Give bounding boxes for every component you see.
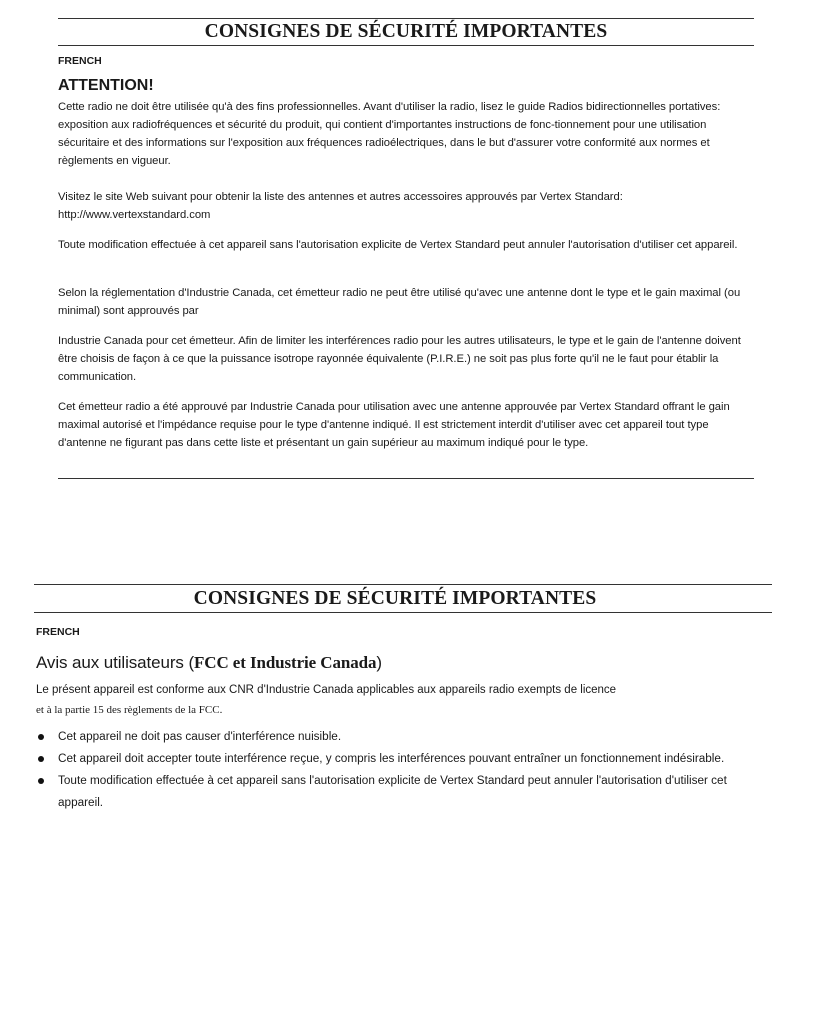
top-rule bbox=[58, 18, 754, 19]
notice-title bbox=[36, 653, 382, 673]
page-heading: CONSIGNES DE SÉCURITÉ IMPORTANTES bbox=[193, 588, 597, 609]
paragraph-usage: Cette radio ne doit être utilisée qu'à des fins professionnelles. Avant d'utiliser la radio, lisez le guide Radios bidirectionnelles portatives: exposition aux radiofréquences et sécurité du produit, qui contient d'importantes instructions de fonc-tionnement pour une utilisation sécuritaire et des informations sur l'exposition aux fréquences radioélectriques, dans le but d'assurer votre conformité aux normes et règlements en vigueur. bbox=[58, 101, 721, 167]
list-item bbox=[36, 770, 756, 814]
top-rule bbox=[34, 584, 772, 585]
compliance-intro bbox=[36, 680, 756, 720]
document-page-1 bbox=[0, 0, 814, 482]
list-item bbox=[36, 748, 756, 770]
bullet-dot-icon bbox=[38, 756, 44, 762]
list-item-text: Toute modification effectuée à cet appareil sans l'autorisation explicite de Vertex Standard peut annuler l'autorisation d'utiliser cet appareil. bbox=[58, 774, 727, 809]
attention-title: ATTENTION! bbox=[58, 77, 154, 94]
intro-line-2: et à la partie 15 des règlements de la FCC. bbox=[36, 704, 223, 716]
paragraph-modification: Toute modification effectuée à cet appareil sans l'autorisation explicite de Vertex Standard peut annuler l'autorisation d'utiliser cet appareil. bbox=[58, 239, 738, 251]
language-label: FRENCH bbox=[58, 55, 102, 67]
document-page-2 bbox=[0, 574, 814, 874]
list-item-text: Cet appareil ne doit pas causer d'interférence nuisible. bbox=[58, 730, 342, 743]
bullet-dot-icon bbox=[38, 734, 44, 740]
notice-title-suffix: ) bbox=[376, 653, 382, 672]
bottom-rule bbox=[58, 478, 754, 479]
compliance-bullet-list bbox=[36, 726, 756, 814]
language-label: FRENCH bbox=[36, 626, 80, 638]
intro-line-1: Le présent appareil est conforme aux CNR d'Industrie Canada applicables aux appareils radio exempts de licence bbox=[36, 684, 617, 696]
heading-rule bbox=[58, 45, 754, 46]
list-item bbox=[36, 726, 756, 748]
list-item-text: Cet appareil doit accepter toute interférence reçue, y compris les interférences pouvant entraîner un fonctionnement indésirable. bbox=[58, 752, 725, 765]
bullet-dot-icon bbox=[38, 778, 44, 784]
notice-title-bodies: FCC et Industrie Canada bbox=[194, 653, 377, 672]
paragraph-antenna: Cet émetteur radio a été approuvé par Industrie Canada pour utilisation avec une antenne approuvée par Vertex Standard offrant le gain maximal autorisé et l'impédance requise pour le type d'antenne indiqué. Il est strictement interdit d'utiliser avec cet appareil tout type d'antenne ne figurant pas dans cette liste et présentant un gain supérieur au maximum indiqué pour le type. bbox=[58, 401, 730, 450]
heading-rule bbox=[34, 612, 772, 613]
page-heading: CONSIGNES DE SÉCURITÉ IMPORTANTES bbox=[204, 21, 608, 42]
paragraph-interference: Industrie Canada pour cet émetteur. Afin de limiter les interférences radio pour les autres utilisateurs, le type et le gain de l'antenne doivent être choisis de façon à ce que la puissance isotrope rayonnée équivalente (P.I.R.E.) ne soit pas plus forte qu'il ne le faut pour établir la communication. bbox=[58, 335, 741, 383]
paragraph-accessories: Visitez le site Web suivant pour obtenir la liste des antennes et autres accessoires approuvés par Vertex Standard: http://www.vertexstandard.com bbox=[58, 191, 623, 221]
notice-title-prefix: Avis aux utilisateurs ( bbox=[36, 653, 195, 672]
paragraph-regulation: Selon la réglementation d'Industrie Canada, cet émetteur radio ne peut être utilisé qu'avec une antenne dont le type et le gain maximal (ou minimal) sont approuvés par bbox=[58, 287, 741, 317]
